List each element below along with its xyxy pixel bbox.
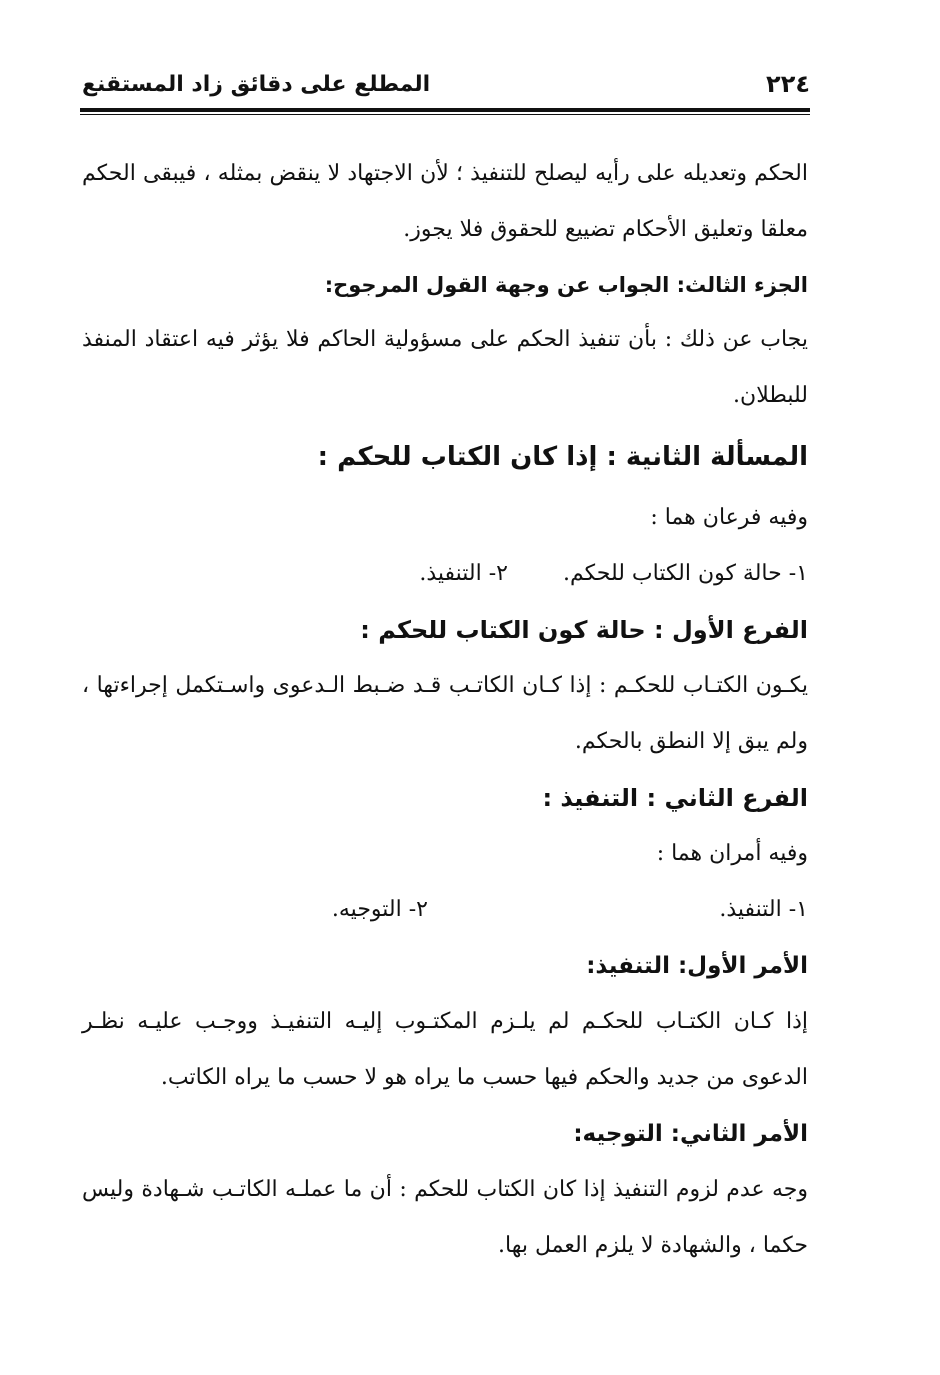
header-rule	[80, 108, 810, 112]
paragraph-matter2: وجه عدم لزوم التنفيذ إذا كان الكتاب للحكم : أن ما عملـه الكاتـب شـهادة وليس حكما ، والشهادة لا يلزم العمل بها.	[82, 1177, 808, 1258]
page-number: ٢٢٤	[766, 70, 810, 98]
matter-item-1: ١- التنفيذ.	[719, 897, 808, 922]
header-rule-thin	[80, 114, 810, 115]
branches-intro: وفيه فرعان هما :	[650, 505, 808, 530]
matters-list	[82, 882, 808, 938]
paragraph-response: يجاب عن ذلك : بأن تنفيذ الحكم على مسؤولية الحاكم فلا يؤثر فيه اعتقاد المنفذ للبطلان.	[82, 327, 808, 408]
branch2-heading: الفرع الثاني : التنفيذ :	[542, 784, 808, 812]
matter2-heading: الأمر الثاني: التوجيه:	[573, 1121, 808, 1147]
matter-item-2: ٢- التوجيه.	[331, 897, 428, 922]
branch-item-1: ١- حالة كون الكتاب للحكم.	[562, 561, 808, 586]
paragraph-ijtihad: الحكم وتعديله على رأيه ليصلح للتنفيذ ؛ لأن الاجتهاد لا ينقض بمثله ، فيبقى الحكم معلقا وتعليق الأحكام تضييع للحقوق فلا يجوز.	[82, 161, 808, 242]
running-title: المطلع على دقائق زاد المستقنع	[82, 71, 431, 97]
branch1-heading: الفرع الأول : حالة كون الكتاب للحكم :	[360, 616, 808, 644]
running-header	[82, 62, 810, 106]
matters-intro: وفيه أمران هما :	[656, 841, 808, 866]
issue2-heading: المسألة الثانية : إذا كان الكتاب للحكم :	[317, 442, 808, 472]
branches-list	[82, 546, 808, 602]
paragraph-branch1: يكـون الكتـاب للحكـم : إذا كـان الكاتـب قـد ضـبط الـدعوى واسـتكمل إجراءتها ، ولم يبق إلا النطق بالحكم.	[82, 673, 808, 754]
matter1-heading: الأمر الأول: التنفيذ:	[586, 953, 808, 979]
body-text	[82, 146, 808, 1274]
branch-item-2: ٢- التنفيذ.	[419, 561, 508, 586]
paragraph-matter1: إذا كـان الكتـاب للحكـم لم يلـزم المكتـوب إليـه التنفيـذ ووجـب عليـه نظـر الدعوى من جديد والحكم فيها حسب ما يراه هو لا حسب ما يراه الكاتب.	[82, 1009, 808, 1090]
part3-heading: الجزء الثالث: الجواب عن وجهة القول المرجوح:	[324, 273, 808, 297]
